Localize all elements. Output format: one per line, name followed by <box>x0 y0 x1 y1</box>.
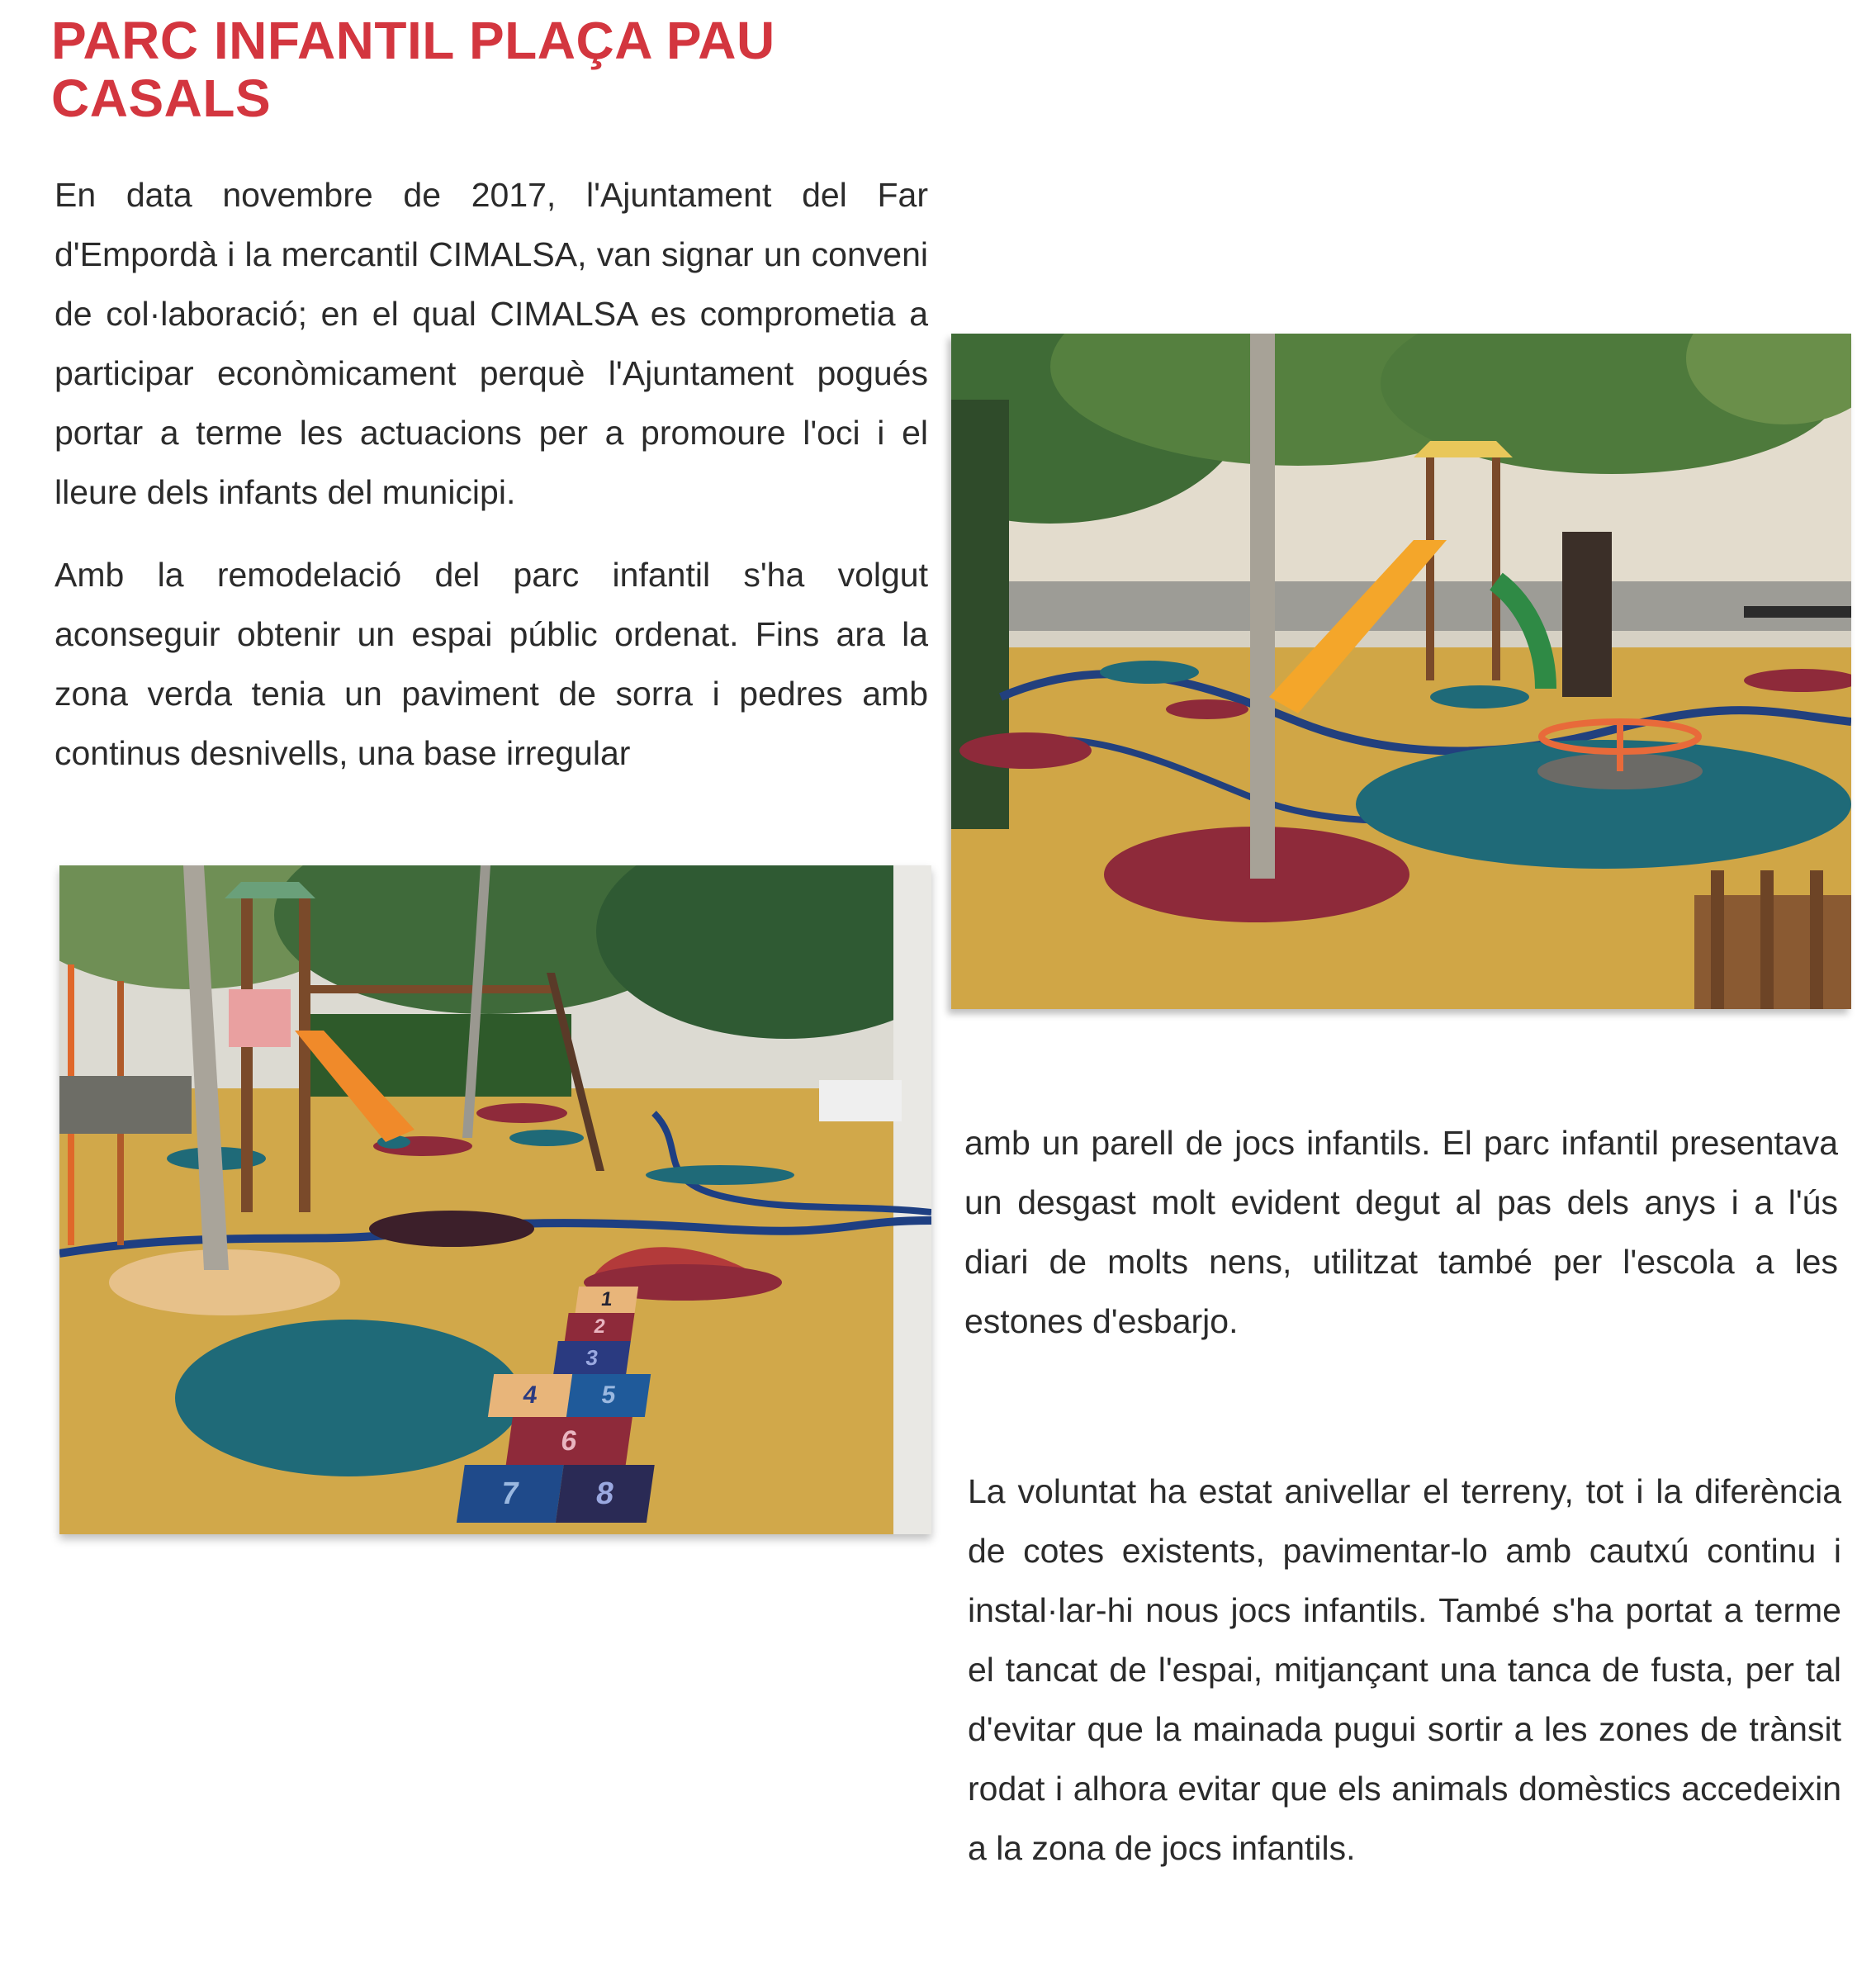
hopscotch-square-2: 2 <box>565 1313 635 1341</box>
hopscotch-square-5: 5 <box>566 1374 651 1417</box>
paragraph-goal: La voluntat ha estat anivellar el terreny, tot i la diferència de cotes existents, pavimentar-lo amb cautxú continu i instal·lar-hi nous jocs infantils. També s'ha portat a terme el tancat de l'espai, mitjançant una tanca de fusta, per tal d'evitar que la mainada pugui sortir a les zones de trànsit rodat i alhora evitar que els animals domèstics accedeixin a la zona de jocs infantils. <box>968 1472 1841 1867</box>
playground-photo-slide-roundabout <box>951 334 1851 1009</box>
playground-photo-hopscotch <box>59 865 931 1534</box>
paragraph-remodeling: Amb la remodelació del parc infantil s'ha volgut aconseguir obtenir un espai públic ordenat. Fins ara la zona verda tenia un paviment de sorra i pedres amb continus desnivells, una base irregular <box>54 556 928 772</box>
hopscotch-square-8: 8 <box>556 1465 655 1523</box>
paragraph-intro: En data novembre de 2017, l'Ajuntament del Far d'Empordà i la mercantil CIMALSA, van signar un conveni de col·laboració; en el qual CIMALSA es comprometia a participar econòmicament perquè l'Ajuntament pogués portar a terme les actuacions per a promoure l'oci i el lleure dels infants del municipi. <box>54 176 928 511</box>
paragraph-wear: amb un parell de jocs infantils. El parc infantil presentava un desgast molt evident degut al pas dels anys i a l'ús diari de molts nens, utilitzat també per l'escola a les estones d'esbarjo. <box>964 1124 1838 1340</box>
left-column <box>54 165 928 783</box>
hopscotch-grid <box>471 1287 696 1534</box>
right-column-bottom <box>968 1462 1841 1878</box>
hopscotch-square-3: 3 <box>553 1341 631 1374</box>
hopscotch-square-7: 7 <box>457 1465 564 1523</box>
page-title: PARC INFANTIL PLAÇA PAU CASALS <box>51 11 775 128</box>
hopscotch-square-1: 1 <box>576 1287 638 1313</box>
right-column-top <box>964 1113 1838 1351</box>
hopscotch-square-4: 4 <box>488 1374 572 1417</box>
hopscotch-square-6: 6 <box>506 1417 632 1465</box>
